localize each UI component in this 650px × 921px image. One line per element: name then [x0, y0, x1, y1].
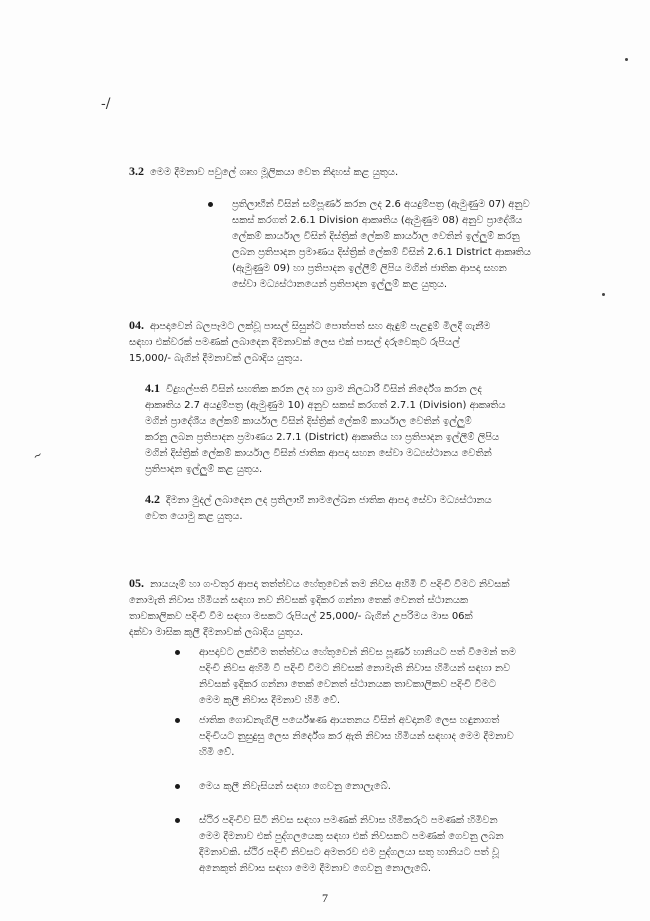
text-line: මගින් ප්‍රාදේශීය ලේකම් කාර්යාල විසින් දිස්ත්‍රික් ලේකම් කාර්යාල වෙතින් ඉල්ලුම් [145, 416, 472, 427]
section-number: 05. [129, 576, 144, 590]
section-number: 4.2 [145, 492, 160, 506]
list-item [175, 779, 605, 795]
section-3-2-bullet [208, 197, 608, 293]
text-line: මගින් දිස්ත්‍රික් ලේකම් කාර්යාල විසින් ජාතික ආපදා සහන සේවා මධ්‍යස්ථානය වෙතින් [145, 448, 492, 459]
text-line: සේවා මධ්‍යස්ථානයෙන් ප්‍රතිපාදන ඉල්ලුම් කළ යුතුය. [232, 279, 448, 290]
text-line: සකස් කරගත් 2.6.1 Division ආකෘතිය (ඇමුණුම 08) අනුව ප්‍රාදේශීය [232, 215, 523, 226]
text-line: ප්‍රතිපාදන ඉල්ලුම් කළ යුතුය. [145, 464, 263, 475]
text-line: නොමැති නිවාස හිමියන් සඳහා නව නිවසක් ඉදිකර ගන්නා තෙක් වෙනත් ස්ථානයක [129, 595, 469, 606]
scan-dot-right [602, 293, 605, 296]
section-number: 04. [129, 318, 144, 332]
section-3-2 [129, 163, 599, 181]
bullet-icon [175, 818, 180, 823]
text-span: දීමනා මුදල් ලබාදෙන ලද ප්‍රතිලාභී නාමලේඛන ජාතික ආපදා සේවා මධ්‍යස්ථානය [166, 495, 492, 506]
text-line [145, 491, 595, 509]
page-number: 7 [322, 891, 328, 905]
text-line: වෙත යොමු කළ යුතුය. [145, 511, 243, 522]
text-line: මෙම කුලී නිවාස දීමනාව හිමි වේ. [199, 695, 341, 706]
text-line: ජාතික ගොඩනැගිලි පර්යේෂණ ආයතනය විසින් අවදානම් ලෙස හඳුනාගත් [199, 715, 500, 726]
text-line: පදිංචියට නුසුදුසු ලෙස නිර්දේශ කර ඇති නිවාස හිමියන් සඳහාද මෙම දීමනාව [199, 731, 514, 742]
text-span: ආපදාවෙන් බලපෑමට ලක්වූ පාසල් සිසුන්ට පොත්පත් සහ ඇඳුම් පැළඳුම් මිලදී ගැනීම [150, 321, 491, 332]
bullet-icon [175, 650, 180, 655]
text-line: 15,000/- බැගින් දීමනාවක් ලබාදිය යුතුය. [129, 353, 303, 364]
text-line: හිමි වේ. [199, 747, 235, 758]
text-line: සඳහා එක්වරක් පමණක් ලබාදෙන දීමනාවක් ලෙස එක් පාසල් දරුවෙකුට රුපියල් [129, 337, 460, 348]
text-line [129, 317, 599, 335]
text-line: කරනු ලබන ප්‍රතිපාදන ප්‍රමාණය 2.7.1 (District) ආකෘතිය හා ප්‍රතිපාදන ඉල්ලීම් ලිපිය [145, 432, 500, 443]
bullet-icon [208, 202, 213, 207]
scan-mark-left: -/ [101, 96, 111, 112]
bullet-icon [175, 718, 180, 723]
section-05 [129, 575, 599, 641]
text-line: තාවකාලිකව පදිංචි වීම සඳහා මසකට රුපියල් 25,000/- බැගින් උපරිමය මාස 06ක් [129, 611, 473, 622]
list-item [208, 197, 608, 293]
text-line: (ඇමුණුම 09) හා ප්‍රතිපාදන ඉල්ලීම් ලිපිය මගින් ජාතික ආපදා සහන [232, 263, 507, 274]
scan-mark-tick: ~ [30, 447, 45, 464]
scan-dot-top [625, 58, 628, 61]
text-line: ආපදාවට ලක්වීම තත්ත්වය හේතුවෙන් නිවස පූර්ණ හානියට පත් වීමෙන් තම [199, 647, 516, 658]
list-item [175, 645, 605, 709]
text-line [129, 575, 599, 593]
text-line: මෙම දීමනාව එක් පුද්ගලයෙකු සඳහා එක් නිවසකට පමණක් ගෙවනු ලබන [199, 831, 504, 842]
section-05-bullets [175, 645, 605, 877]
text-line: අනෙකුත් නිවාස සඳහා මෙම දීමනාව ගෙවනු නොලැබේ. [199, 863, 432, 874]
text-line: පදිංචි නිවස අහිමි වී පදිංචි වීමට නිවසක් නොමැති නිවාස හිමියන් සඳහා නව [199, 663, 511, 674]
text-span: විදුහල්පති විසින් සහතික කරන ලද හා ග්‍රාම නිලධාරී විසින් නිර්දේශ කරන ලද [166, 384, 482, 395]
text-line: දීමනාවකි. ස්ථිර පදිංචි නිවසට අමතරව එම පුද්ගලයා සතු හානියට පත් වූ [199, 847, 500, 858]
text-line: ආකෘතිය 2.7 අයදුම්පත්‍ර (ඇමුණුම 10) අනුව සකස් කරගත් 2.7.1 (Division) ආකෘතිය [145, 400, 506, 411]
list-item [175, 713, 605, 761]
section-04 [129, 317, 599, 367]
section-number: 3.2 [129, 164, 144, 178]
section-4-1 [145, 380, 595, 478]
bullet-icon [175, 784, 180, 789]
text-line: ස්ථිර පදිංචිව සිටි නිවස සඳහා පමණක් නිවාස හිමිකරුට පමණක් හිමිවන [199, 815, 498, 826]
text-line: නිවසක් ඉදිකර ගන්නා තෙක් වෙනත් ස්ථානයක තාවකාලිකව පදිංචි වීමට [199, 679, 497, 690]
text-line: දක්වා මාසික කුලී දීමනාවක් ලබාදිය යුතුය. [129, 627, 304, 638]
text-span: නායයෑම් හා ගංවතුර ආපදා තත්ත්වය හේතුවෙන් තම නිවස අහිමි වී පදිංචි වීමට නිවසක් [150, 579, 510, 590]
text-line [145, 380, 595, 398]
text-line: ප්‍රතිලාභීන් විසින් සම්පූර්ණ කරන ලද 2.6 අයදුම්පත්‍ර (ඇමුණුම 07) අනුව [232, 199, 530, 210]
section-4-2 [145, 491, 595, 525]
text-line: ලබන ප්‍රතිපාදන ප්‍රමාණය දිස්ත්‍රික් ලේකම් විසින් 2.6.1 District ආකෘතිය [232, 247, 531, 258]
text-line: ලේකම් කාර්යාල විසින් දිස්ත්‍රික් ලේකම් කාර්යාල වෙතින් ඉල්ලුම් කරනු [232, 231, 520, 242]
section-text: මෙම දීමනාව පවුලේ ගෘහ මූලිකයා වෙත නිදහස් කළ යුතුය. [150, 167, 399, 178]
list-item [175, 813, 605, 877]
text-line: මෙය කුලී නිවැසියන් සඳහා ගෙවනු නොලැබේ. [199, 781, 391, 792]
section-number: 4.1 [145, 381, 160, 395]
